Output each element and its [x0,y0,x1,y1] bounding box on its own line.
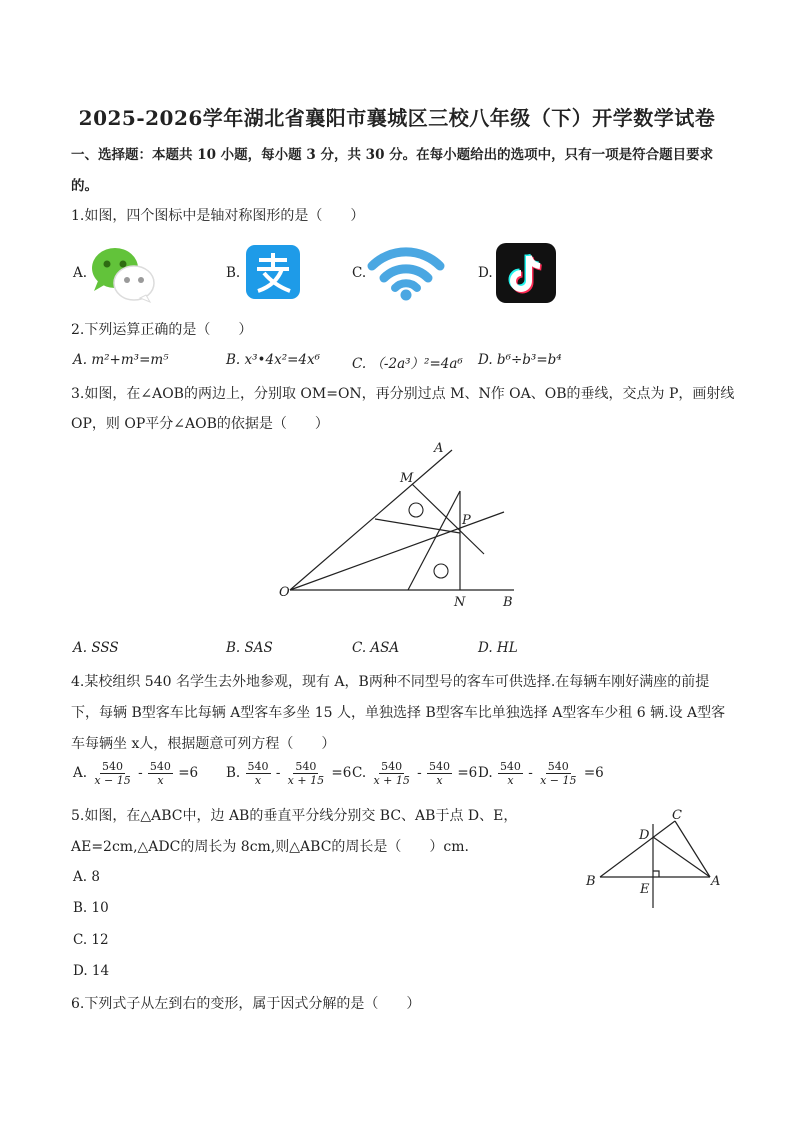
q5-label-e: E [640,882,650,897]
q3-label-a: A [434,441,444,456]
q5-option-a: A. 8 [73,869,100,885]
wechat-icon [88,243,158,303]
q2-option-d: D. b⁶÷b³=b⁴ [478,352,562,368]
q3-stem-line1: 3.如图，在∠AOB的两边上，分别取 OM=ON，再分别过点 M、N作 OA、OB的垂线，交点为 P，画射线 [71,386,735,402]
q4-stem-line3: 车每辆坐 x人，根据题意可列方程（ ） [71,736,336,752]
q2-option-c: C. （-2a³）²=4a⁶ [352,356,463,372]
q3-option-a: A. SSS [73,640,119,656]
q3-angle-figure [270,436,530,616]
q5-label-c: C [672,808,682,823]
page-title: 2025-2026学年湖北省襄阳市襄城区三校八年级（下）开学数学试卷 [78,106,716,130]
tiktok-icon [496,243,556,303]
q5-option-b: B. 10 [73,900,109,916]
q5-option-c: C. 12 [73,932,109,948]
q1-option-b-label: B. [226,265,241,281]
q3-label-b: B [503,595,513,610]
alipay-icon [246,245,300,299]
q5-stem-line2: AE=2cm,△ADC的周长为 8cm,则△ABC的周长是（ ）cm. [71,839,469,855]
q5-stem-line1: 5.如图，在△ABC中，边 AB的垂直平分线分别交 BC、AB于点 D、E， [71,808,518,824]
q2-option-a: A. m²+m³=m⁵ [73,352,169,368]
q5-triangle-figure [580,802,730,912]
q4-stem-line1: 4.某校组织 540 名学生去外地参观，现有 A，B两种不同型号的客车可供选择.在每辆车刚好满座的前提 [71,674,710,690]
q2-stem: 2.下列运算正确的是（ ） [71,322,253,338]
q5-option-d: D. 14 [73,963,110,979]
q4-option-b: B. $\frac{540}{x}$ - $\frac{540}{x + 15}$ =6 [226,760,352,787]
section-heading-line1: 一、选择题：本题共 10 小题，每小题 3 分，共 30 分。在每小题给出的选项中，只有一项是符合题目要求 [71,147,714,163]
q3-option-c: C. ASA [352,640,400,656]
q3-label-p: P [462,513,471,528]
q3-label-m: M [400,471,414,486]
section-heading-line2: 的。 [71,178,98,194]
q1-option-c-label: C. [352,265,367,281]
q3-option-d: D. HL [478,640,518,656]
q1-stem: 1.如图，四个图标中是轴对称图形的是（ ） [71,208,365,224]
q1-option-d-label: D. [478,265,493,281]
q3-label-o: O [279,585,290,600]
q5-label-a: A [711,874,721,889]
wifi-icon [366,240,446,302]
q4-stem-line2: 下，每辆 B型客车比每辆 A型客车多坐 15 人，单独选择 B型客车比单独选择 A型客车少租 6 辆.设 A型客 [71,705,726,721]
q2-option-b: B. x³•4x²=4x⁶ [226,352,321,368]
q5-label-b: B [586,874,596,889]
q5-label-d: D [639,828,650,843]
q4-option-d: D. $\frac{540}{x}$ - $\frac{540}{x - 15}$ =6 [478,760,604,787]
q6-stem: 6.下列式子从左到右的变形，属于因式分解的是（ ） [71,996,421,1012]
q1-option-a-label: A. [73,265,88,281]
q4-option-c: C. $\frac{540}{x + 15}$ - $\frac{540}{x}$ =6 [352,760,478,787]
q3-label-n: N [454,595,466,610]
q3-stem-line2: OP，则 OP平分∠AOB的依据是（ ） [71,416,329,432]
q3-option-b: B. SAS [226,640,273,656]
q4-option-a: A. $\frac{540}{x - 15}$ - $\frac{540}{x}$ =6 [73,760,199,787]
